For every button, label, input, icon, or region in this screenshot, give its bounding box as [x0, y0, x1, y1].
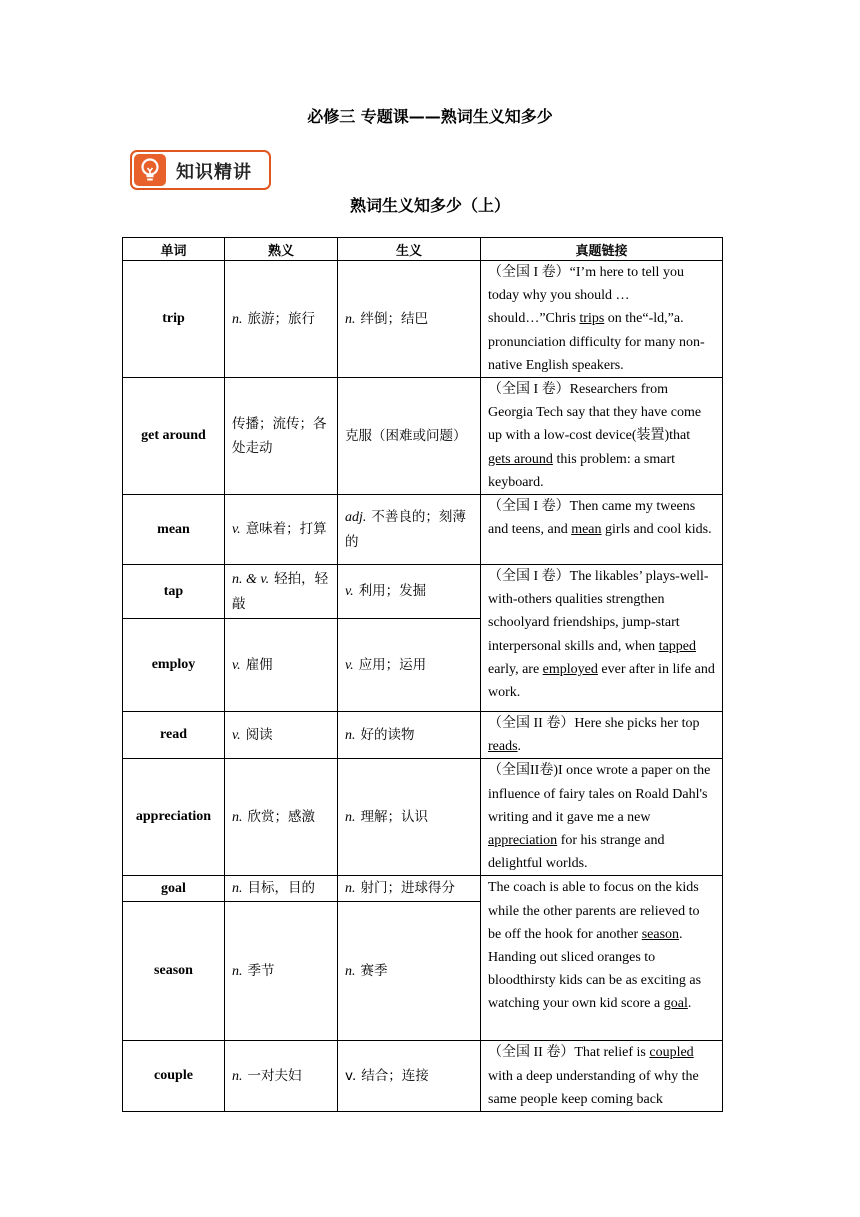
section-badge: [130, 150, 271, 190]
familiar-cell: n. 欣赏；感激: [225, 759, 338, 876]
word-cell: read: [123, 712, 225, 759]
table-row: [123, 378, 723, 495]
new-cell: adj. 不善良的；刻薄的: [338, 495, 481, 565]
word-cell: employ: [123, 619, 225, 712]
new-cell: n. 好的读物: [338, 712, 481, 759]
example-cell: （全国 I 卷）The likables’ plays-well-with-others qualities strengthen schoolyard friendships, jump-start interpersonal skills and, when tapped early, are employed ever after in life and work.: [481, 565, 723, 712]
familiar-cell: n. 目标，目的: [225, 876, 338, 902]
table-row: [123, 759, 723, 876]
header-new: 生义: [338, 238, 481, 261]
badge-label: 知识精讲: [176, 162, 252, 183]
header-word: 单词: [123, 238, 225, 261]
word-cell: trip: [123, 261, 225, 378]
table-row: [123, 1041, 723, 1112]
page-title: 必修三 专题课——熟词生义知多少: [307, 107, 553, 126]
word-cell: couple: [123, 1041, 225, 1112]
new-cell: 克服（困难或问题）: [338, 378, 481, 495]
word-cell: mean: [123, 495, 225, 565]
new-cell: n. 赛季: [338, 902, 481, 1041]
example-cell: （全国 I 卷）“I’m here to tell you today why you should …should…”Chris trips on the“-ld,”a. pronunciation difficulty for many non-native English speakers.: [481, 261, 723, 378]
new-cell: n. 理解；认识: [338, 759, 481, 876]
table-row: [123, 712, 723, 759]
example-cell: （全国II卷)I once wrote a paper on the influence of fairy tales on Roald Dahl's writing and it gave me a new appreciation for his strange and delightful worlds.: [481, 759, 723, 876]
familiar-cell: n. 一对夫妇: [225, 1041, 338, 1112]
word-cell: appreciation: [123, 759, 225, 876]
new-cell: n. 绊倒；结巴: [338, 261, 481, 378]
header-familiar: 熟义: [225, 238, 338, 261]
lightbulb-icon: [134, 154, 166, 186]
example-cell: （全国 II 卷）That relief is coupled with a deep understanding of why the same people keep coming back: [481, 1041, 723, 1112]
word-cell: tap: [123, 565, 225, 619]
familiar-cell: v. 阅读: [225, 712, 338, 759]
header-example: 真题链接: [481, 238, 723, 261]
familiar-cell: 传播；流传；各处走动: [225, 378, 338, 495]
new-cell: v. 应用；运用: [338, 619, 481, 712]
section-subtitle: 熟词生义知多少（上）: [349, 196, 510, 215]
word-cell: get around: [123, 378, 225, 495]
new-cell: v. 结合；连接: [338, 1041, 481, 1112]
vocab-table: [122, 237, 723, 1112]
familiar-cell: v. 意味着；打算: [225, 495, 338, 565]
example-cell: （全国 I 卷）Researchers from Georgia Tech say that they have come up with a low-cost device(装置)that gets around this problem: a smart keyboard.: [481, 378, 723, 495]
table-row: [123, 565, 723, 619]
new-cell: v. 利用；发掘: [338, 565, 481, 619]
familiar-cell: n. 旅游；旅行: [225, 261, 338, 378]
table-row: [123, 876, 723, 902]
example-cell: （全国 I 卷）Then came my tweens and teens, and mean girls and cool kids.: [481, 495, 723, 565]
word-cell: goal: [123, 876, 225, 902]
example-cell: （全国 II 卷）Here she picks her top reads.: [481, 712, 723, 759]
familiar-cell: v. 雇佣: [225, 619, 338, 712]
new-cell: n. 射门；进球得分: [338, 876, 481, 902]
word-cell: season: [123, 902, 225, 1041]
familiar-cell: n. & v. 轻拍，轻敲: [225, 565, 338, 619]
familiar-cell: n. 季节: [225, 902, 338, 1041]
table-row: [123, 261, 723, 378]
table-row: [123, 495, 723, 565]
example-cell: The coach is able to focus on the kids while the other parents are relieved to be off the hook for another season. Handing out sliced oranges to bloodthirsty kids can be as exciting as watching your own kid score a goal.: [481, 876, 723, 1041]
table-header-row: [123, 238, 723, 261]
